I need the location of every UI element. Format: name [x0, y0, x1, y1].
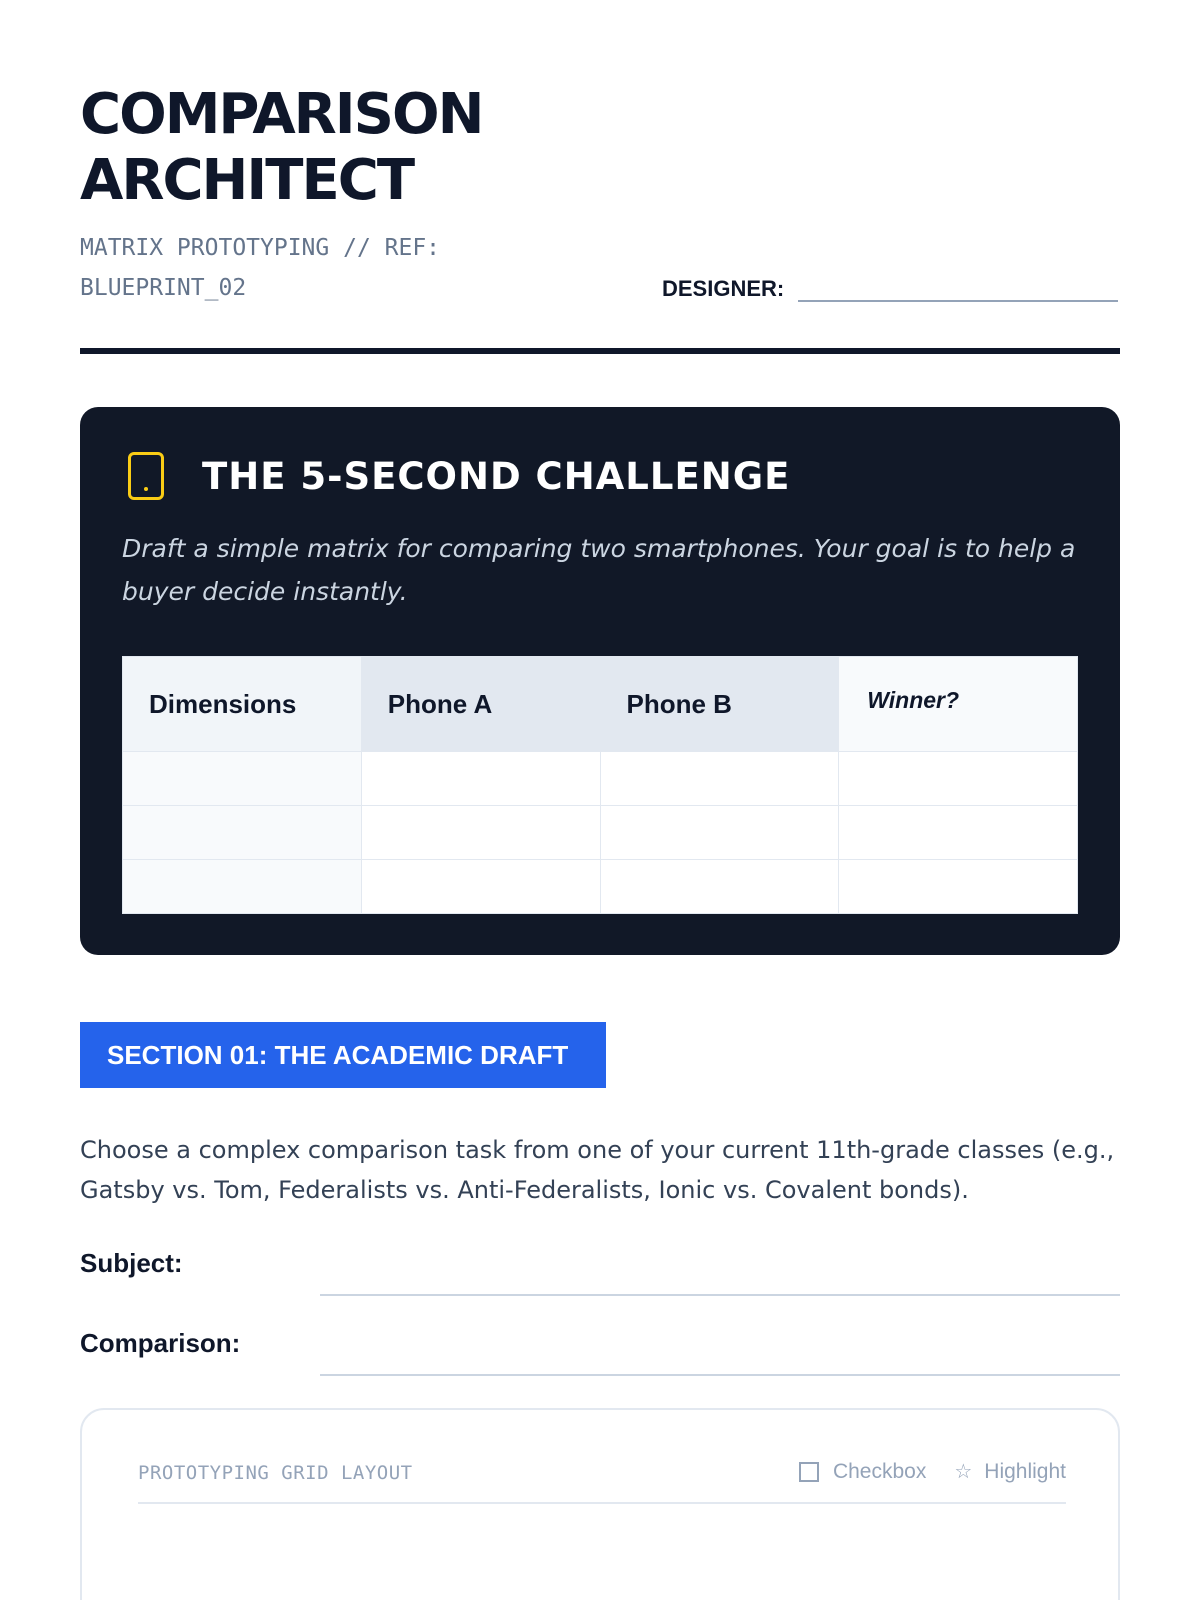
table-row — [123, 752, 1078, 806]
reference-code — [80, 228, 580, 308]
subject-field — [80, 1248, 1120, 1298]
grid-legend — [771, 1460, 1066, 1484]
comparison-label: Comparison: — [80, 1328, 241, 1358]
grid-header — [138, 1462, 1066, 1504]
matrix-cell[interactable] — [123, 752, 362, 806]
page-title-line-1: COMPARISON — [80, 82, 483, 147]
reference-line-2: BLUEPRINT_02 — [80, 275, 247, 301]
comparison-matrix — [122, 656, 1078, 914]
matrix-cell[interactable] — [839, 752, 1078, 806]
challenge-title: THE 5-SECOND CHALLENGE — [202, 454, 791, 498]
matrix-cell[interactable] — [361, 752, 600, 806]
page-header — [80, 82, 1120, 354]
challenge-header — [128, 452, 790, 500]
designer-label: DESIGNER: — [662, 276, 785, 301]
subject-label: Subject: — [80, 1248, 183, 1278]
comparison-field — [80, 1328, 1120, 1378]
prototyping-grid-card — [80, 1408, 1120, 1600]
matrix-cell[interactable] — [123, 860, 362, 914]
matrix-cell[interactable] — [600, 860, 839, 914]
designer-input-line[interactable] — [798, 272, 1118, 302]
header-divider — [80, 348, 1120, 354]
grid-title: PROTOTYPING GRID LAYOUT — [138, 1462, 413, 1484]
page-title — [80, 82, 640, 214]
challenge-description: Draft a simple matrix for comparing two smartphones. Your goal is to help a buyer decide instantly. — [122, 534, 1076, 606]
matrix-header-phone-a: Phone A — [361, 657, 600, 752]
designer-field — [662, 272, 1118, 302]
star-icon: ☆ — [954, 1461, 973, 1483]
matrix-cell[interactable] — [600, 752, 839, 806]
matrix-cell[interactable] — [600, 806, 839, 860]
legend-item-checkbox — [799, 1460, 926, 1484]
legend-label-checkbox: Checkbox — [832, 1460, 927, 1483]
matrix-header-winner: Winner? — [839, 657, 1078, 752]
table-row — [123, 860, 1078, 914]
table-row — [123, 806, 1078, 860]
matrix-header-phone-b: Phone B — [600, 657, 839, 752]
comparison-input-line[interactable] — [320, 1374, 1120, 1376]
page-title-line-2: ARCHITECT — [80, 148, 414, 213]
matrix-cell[interactable] — [839, 860, 1078, 914]
challenge-panel — [80, 407, 1120, 955]
matrix-cell[interactable] — [361, 860, 600, 914]
section-01-intro: Choose a complex comparison task from one of your current 11th-grade classes (e.g., Gatsby vs. Tom, Federalists vs. Anti-Federalists, Ionic vs. Covalent bonds). — [80, 1136, 1115, 1204]
matrix-header-row — [123, 657, 1078, 752]
matrix-cell[interactable] — [361, 806, 600, 860]
section-01-badge: SECTION 01: THE ACADEMIC DRAFT — [80, 1022, 606, 1088]
subject-input-line[interactable] — [320, 1294, 1120, 1296]
matrix-header-dimensions: Dimensions — [123, 657, 362, 752]
matrix-cell[interactable] — [839, 806, 1078, 860]
reference-line-1: MATRIX PROTOTYPING // REF: — [80, 235, 441, 261]
checkbox-icon — [799, 1462, 819, 1482]
legend-label-highlight: Highlight — [984, 1460, 1066, 1483]
smartphone-icon — [128, 452, 164, 500]
matrix-cell[interactable] — [123, 806, 362, 860]
legend-item-highlight — [954, 1460, 1066, 1484]
